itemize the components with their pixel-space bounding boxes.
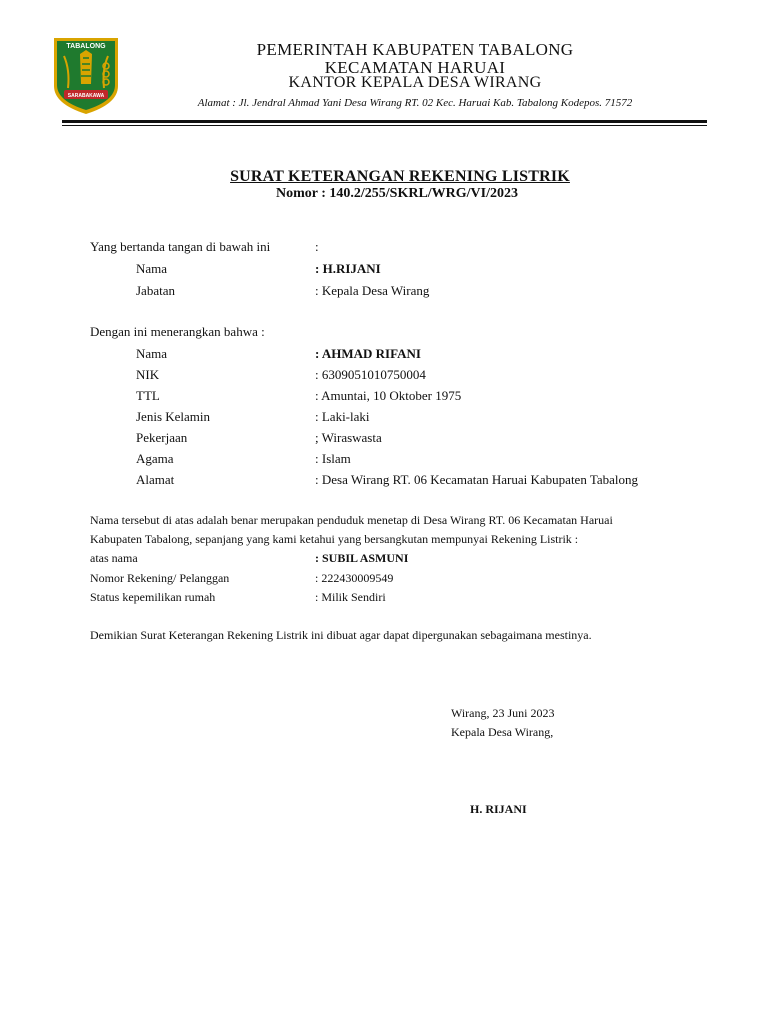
ownership-status-value: : Milik Sendiri bbox=[315, 590, 386, 604]
subject-occupation-value: ; Wiraswasta bbox=[315, 430, 382, 445]
ownership-status-label: Status kepemilikan rumah bbox=[90, 590, 216, 604]
statement-line-2: Kabupaten Tabalong, sepanjang yang kami ketahui yang bersangkutan mempunyai Rekening Listrik : bbox=[90, 532, 579, 546]
logo-text-bottom: SARABAKAWA bbox=[67, 93, 105, 99]
subject-nik-value: : 6309051010750004 bbox=[315, 367, 426, 382]
signer-position-label: Jabatan bbox=[136, 283, 175, 298]
account-holder-label: atas nama bbox=[90, 551, 138, 565]
tabalong-regency-logo bbox=[50, 36, 122, 116]
subject-religion-label: Agama bbox=[136, 451, 174, 466]
letter-number bbox=[0, 186, 768, 202]
subject-gender-label: Jenis Kelamin bbox=[136, 409, 211, 424]
account-holder-value: : SUBIL ASMUNI bbox=[315, 551, 409, 565]
letterhead-office: KANTOR KEPALA DESA WIRANG bbox=[288, 74, 542, 91]
subject-intro: Dengan ini menerangkan bahwa : bbox=[90, 324, 265, 339]
subject-name-label: Nama bbox=[136, 346, 168, 361]
subject-religion-value: : Islam bbox=[315, 451, 351, 466]
subject-gender-value: : Laki-laki bbox=[315, 409, 370, 424]
letterhead-district: KECAMATAN HARUAI bbox=[324, 58, 506, 77]
account-number-value: : 222430009549 bbox=[315, 571, 394, 585]
signature-place-date: Wirang, 23 Juni 2023 bbox=[451, 706, 555, 720]
signature-name: H. RIJANI bbox=[470, 802, 527, 816]
subject-ttl-label: TTL bbox=[136, 388, 160, 403]
signer-name-value: : H.RIJANI bbox=[315, 261, 381, 276]
signature-title: Kepala Desa Wirang, bbox=[451, 725, 554, 739]
signer-name-label: Nama bbox=[136, 261, 168, 276]
letter-number-value: 140.2/255/SKRL/WRG/VI/2023 bbox=[329, 186, 519, 201]
signer-position-value: : Kepala Desa Wirang bbox=[315, 283, 430, 298]
signer-intro-colon: : bbox=[315, 239, 319, 254]
subject-address-label: Alamat bbox=[136, 472, 175, 487]
subject-name-value: : AHMAD RIFANI bbox=[315, 346, 421, 361]
subject-occupation-label: Pekerjaan bbox=[136, 430, 188, 445]
signer-intro: Yang bertanda tangan di bawah ini bbox=[90, 239, 271, 254]
subject-nik-label: NIK bbox=[136, 367, 160, 382]
letterhead-rule-thick bbox=[62, 120, 707, 123]
letterhead-government: PEMERINTAH KABUPATEN TABALONG bbox=[256, 40, 574, 59]
closing-statement: Demikian Surat Keterangan Rekening Listrik ini dibuat agar dapat dipergunakan sebagaimana mestinya. bbox=[90, 628, 592, 642]
subject-ttl-value: : Amuntai, 10 Oktober 1975 bbox=[315, 388, 462, 403]
letter-title: SURAT KETERANGAN REKENING LISTRIK bbox=[230, 168, 570, 185]
letter-number-label: Nomor : bbox=[275, 186, 326, 201]
subject-address-value: : Desa Wirang RT. 06 Kecamatan Haruai Kabupaten Tabalong bbox=[315, 472, 639, 487]
account-number-label: Nomor Rekening/ Pelanggan bbox=[90, 571, 230, 585]
statement-line-1: Nama tersebut di atas adalah benar merupakan penduduk menetap di Desa Wirang RT. 06 Kecamatan Haruai bbox=[90, 513, 613, 527]
letterhead-rule-thin bbox=[62, 125, 707, 126]
logo-text-top: TABALONG bbox=[66, 43, 106, 50]
letterhead-address: Alamat : Jl. Jendral Ahmad Yani Desa Wirang RT. 02 Kec. Haruai Kab. Tabalong Kodepos. 71572 bbox=[197, 97, 633, 109]
